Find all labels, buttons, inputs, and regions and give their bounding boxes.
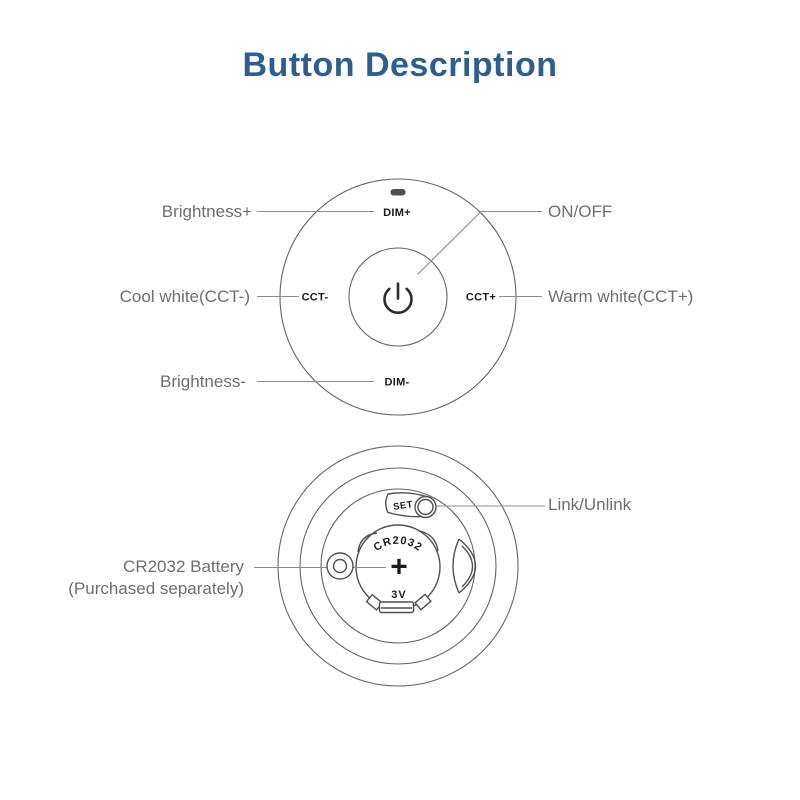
battery-model-label: CR2032 [371, 534, 425, 554]
callout-brightness-plus: Brightness+ [161, 202, 252, 221]
power-icon [385, 284, 412, 313]
callout-brightness-minus: Brightness- [160, 372, 246, 391]
callout-link-unlink: Link/Unlink [548, 495, 632, 514]
callout-on-off: ON/OFF [548, 202, 613, 221]
set-button-label: SET [392, 499, 414, 513]
callout-battery-line2: (Purchased separately) [68, 579, 244, 598]
callout-cool-white: Cool white(CCT-) [119, 287, 250, 306]
cct-minus-button-label: CCT- [301, 291, 329, 304]
battery-voltage-label: 3V [391, 589, 407, 601]
dim-minus-button-label: DIM- [384, 376, 410, 389]
callout-battery-line1: CR2032 Battery [123, 557, 244, 576]
callout-warm-white: Warm white(CCT+) [548, 287, 694, 306]
set-button [386, 493, 436, 518]
on-off-leader-line [418, 212, 543, 275]
dim-plus-button-label: DIM+ [383, 207, 411, 219]
screw [327, 553, 353, 579]
page-title: Button Description [242, 46, 558, 84]
battery-polarity-label: + [390, 550, 408, 584]
battery-tab [380, 602, 414, 613]
callout-battery [68, 556, 244, 600]
led-indicator [391, 189, 406, 196]
remote-front-view [257, 179, 542, 415]
cct-plus-button-label: CCT+ [465, 291, 497, 304]
remote-back-view [254, 446, 545, 686]
